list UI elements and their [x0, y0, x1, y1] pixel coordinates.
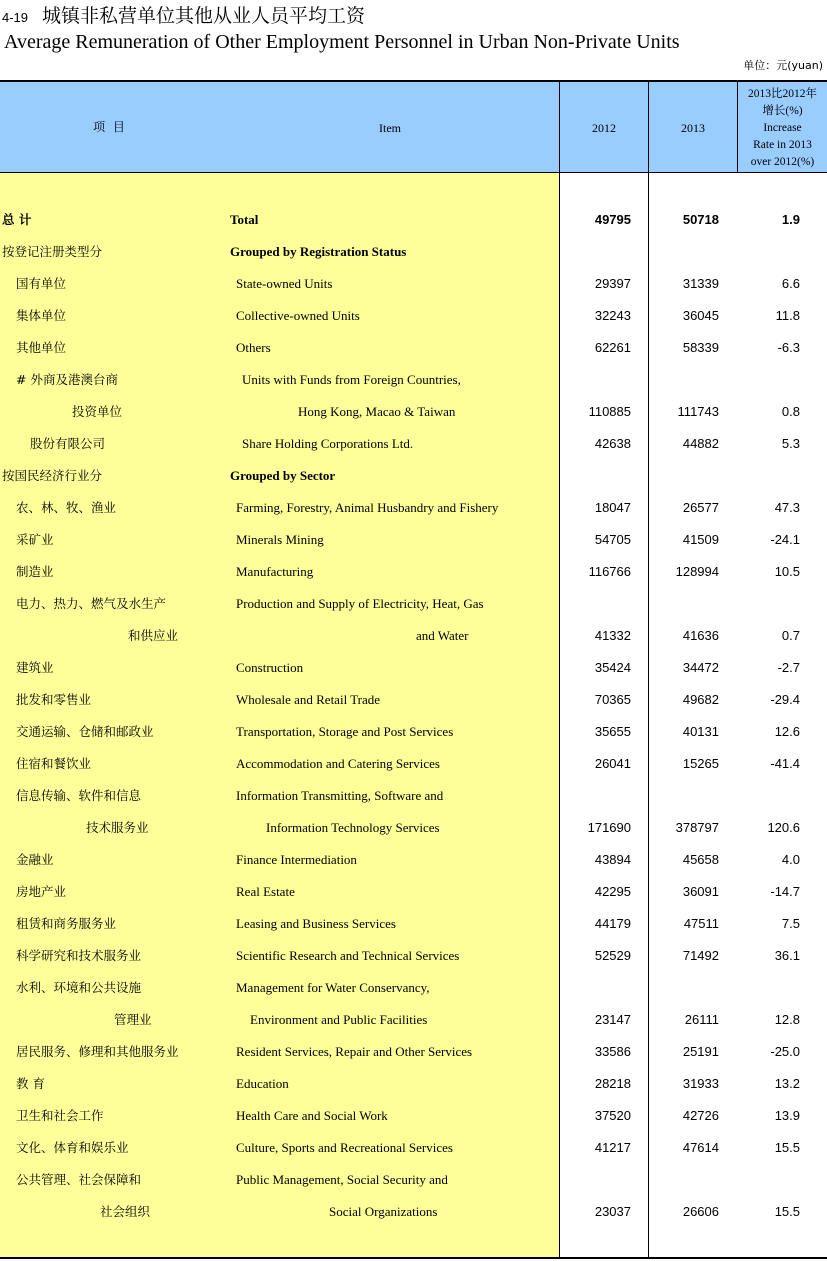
row-label-en: Wholesale and Retail Trade: [236, 692, 381, 707]
cell-increase-rate: -2.7: [777, 660, 800, 675]
row-label-cn: 农、林、牧、渔业: [16, 500, 117, 515]
table-row: [0, 1036, 827, 1068]
table-row: [0, 236, 827, 268]
cell-increase-rate: 6.6: [781, 276, 800, 291]
table-row: [0, 1100, 827, 1132]
row-label-cn: 电力、热力、燃气及水生产: [16, 596, 167, 611]
row-label-cn: 交通运输、仓储和邮政业: [16, 724, 154, 739]
cell-2013: 15265: [682, 756, 719, 771]
table-row: [0, 524, 827, 556]
cell-2012: 42638: [594, 436, 631, 451]
table-title-cn: [2, 4, 365, 30]
cell-2013: 47511: [683, 916, 719, 931]
header-rate-line: over 2012(%): [750, 156, 815, 168]
header-year-2013: 2013: [681, 121, 705, 135]
table-row: [0, 1132, 827, 1164]
row-label-en: Transportation, Storage and Post Services: [236, 724, 454, 739]
cell-2012: 23147: [594, 1012, 631, 1027]
row-label-cn: 社会组织: [100, 1204, 151, 1219]
header-item-en: Item: [379, 121, 401, 135]
table-row: [0, 588, 827, 620]
cell-increase-rate: 5.3: [781, 436, 800, 451]
cell-increase-rate: 11.8: [775, 308, 800, 323]
row-label-en: Units with Funds from Foreign Countries,: [242, 372, 461, 387]
row-label-cn: 管理业: [114, 1012, 152, 1027]
cell-2013: 26606: [682, 1204, 719, 1219]
row-label-cn: 批发和零售业: [16, 692, 92, 707]
row-label-en: Scientific Research and Technical Services: [236, 948, 460, 963]
table-row: [0, 396, 827, 428]
row-label-en: Leasing and Business Services: [236, 916, 396, 931]
row-label-cn: 国有单位: [16, 276, 67, 291]
cell-increase-rate: -25.0: [770, 1044, 800, 1059]
header-item-cn: 项 目: [93, 120, 127, 134]
cell-2013: 44882: [682, 436, 719, 451]
row-label-cn: 水利、环境和公共设施: [16, 980, 142, 995]
table-row: [0, 492, 827, 524]
header-rate-line: Rate in 2013: [753, 139, 812, 151]
cell-increase-rate: 10.5: [774, 564, 800, 579]
row-label-en: Public Management, Social Security and: [236, 1172, 448, 1187]
cell-2012: 26041: [594, 756, 631, 771]
bottom-rule: [0, 1257, 827, 1259]
table-row: [0, 460, 827, 492]
cell-increase-rate: 0.8: [781, 404, 800, 419]
row-label-en: Information Transmitting, Software and: [236, 788, 444, 803]
table-row: [0, 940, 827, 972]
row-label-en: Accommodation and Catering Services: [236, 756, 440, 771]
header-increase-rate: [738, 86, 827, 171]
cell-2012: 44179: [594, 916, 631, 931]
cell-2012: 35424: [594, 660, 631, 675]
header-year-2012: 2012: [592, 121, 616, 135]
cell-increase-rate: 47.3: [774, 500, 800, 515]
row-label-cn: 总 计: [2, 212, 32, 227]
table-row: [0, 1196, 827, 1228]
cell-2012: 35655: [594, 724, 631, 739]
cell-2012: 23037: [594, 1204, 631, 1219]
cell-increase-rate: 15.5: [774, 1140, 800, 1155]
cell-2013: 58339: [682, 340, 719, 355]
row-label-en: Farming, Forestry, Animal Husbandry and Fishery: [236, 500, 499, 515]
row-label-cn: 居民服务、修理和其他服务业: [16, 1044, 179, 1059]
cell-2013: 36045: [682, 308, 719, 323]
table-row: [0, 1068, 827, 1100]
row-label-en: Health Care and Social Work: [236, 1108, 388, 1123]
row-label-en: Finance Intermediation: [236, 852, 357, 867]
row-label-en: Share Holding Corporations Ltd.: [242, 436, 414, 451]
row-label-cn: 集体单位: [16, 308, 67, 323]
row-label-en: Construction: [236, 660, 304, 675]
cell-2012: 70365: [594, 692, 631, 707]
cell-2013: 31933: [682, 1076, 719, 1091]
table-row: [0, 1164, 827, 1196]
cell-2013: 26577: [682, 500, 719, 515]
cell-2013: 40131: [682, 724, 719, 739]
cell-2012: 29397: [594, 276, 631, 291]
row-label-en: Resident Services, Repair and Other Services: [236, 1044, 473, 1059]
table-number: 4-19: [2, 10, 29, 25]
cell-2012: 52529: [594, 948, 631, 963]
cell-2013: 36091: [682, 884, 719, 899]
cell-2013: 50718: [682, 212, 719, 227]
cell-2013: 128994: [675, 564, 719, 579]
row-label-en: Education: [236, 1076, 289, 1091]
row-label-en: Others: [236, 340, 271, 355]
row-label-cn: 租赁和商务服务业: [16, 916, 117, 931]
table-row: [0, 204, 827, 236]
cell-2012: 32243: [594, 308, 631, 323]
cell-2012: 18047: [594, 500, 631, 515]
table-row: [0, 268, 827, 300]
row-label-cn: 信息传输、软件和信息: [16, 788, 142, 803]
row-label-cn: 采矿业: [16, 532, 54, 547]
header-rate-line: 增长(%): [762, 105, 803, 117]
cell-increase-rate: -14.7: [770, 884, 800, 899]
row-label-en: State-owned Units: [236, 276, 333, 291]
row-label-cn: 技术服务业: [86, 820, 149, 835]
cell-2012: 116766: [588, 564, 631, 579]
cell-2013: 47614: [682, 1140, 719, 1155]
row-label-cn: 教 育: [16, 1076, 45, 1091]
cell-increase-rate: 12.6: [774, 724, 800, 739]
row-label-en: Real Estate: [236, 884, 295, 899]
row-label-cn: 投资单位: [72, 404, 123, 419]
row-label-cn: 建筑业: [16, 660, 54, 675]
cell-increase-rate: -6.3: [777, 340, 800, 355]
table-row: [0, 748, 827, 780]
row-label-cn: 其他单位: [16, 340, 67, 355]
cell-2012: 41217: [594, 1140, 631, 1155]
cell-increase-rate: 12.8: [774, 1012, 800, 1027]
row-label-en: Hong Kong, Macao & Taiwan: [298, 404, 456, 419]
cell-2013: 49682: [682, 692, 719, 707]
cell-increase-rate: 15.5: [774, 1204, 800, 1219]
row-label-en: Social Organizations: [329, 1204, 438, 1219]
cell-2012: 33586: [594, 1044, 631, 1059]
cell-increase-rate: -24.1: [770, 532, 800, 547]
cell-2013: 41636: [682, 628, 719, 643]
cell-2012: 28218: [594, 1076, 631, 1091]
table-row: [0, 908, 827, 940]
header-rate-line: Increase: [763, 122, 802, 134]
table-row: [0, 812, 827, 844]
table-row: [0, 332, 827, 364]
cell-2013: 34472: [682, 660, 719, 675]
table-row: [0, 844, 827, 876]
row-label-cn: 房地产业: [16, 884, 67, 899]
row-label-cn: 制造业: [16, 564, 54, 579]
row-label-en: Manufacturing: [236, 564, 314, 579]
row-label-en: Collective-owned Units: [236, 308, 360, 323]
cell-increase-rate: 7.5: [781, 916, 800, 931]
row-label-en: Management for Water Conservancy,: [236, 980, 430, 995]
table-row: [0, 972, 827, 1004]
table-row: [0, 364, 827, 396]
cell-2012: 42295: [594, 884, 631, 899]
row-label-cn: 卫生和社会工作: [16, 1108, 104, 1123]
cell-2013: 378797: [675, 820, 719, 835]
row-label-cn: 和供应业: [128, 628, 179, 643]
table-row: [0, 684, 827, 716]
row-label-en: Environment and Public Facilities: [250, 1012, 428, 1027]
cell-increase-rate: 13.9: [774, 1108, 800, 1123]
row-label-en: and Water: [416, 628, 469, 643]
row-label-en: Information Technology Services: [266, 820, 440, 835]
cell-2012: 110885: [588, 404, 631, 419]
row-label-cn: 金融业: [16, 852, 54, 867]
cell-increase-rate: 120.6: [767, 820, 800, 835]
cell-2012: 171690: [587, 820, 631, 835]
cell-increase-rate: 1.9: [781, 212, 800, 227]
cell-2013: 31339: [682, 276, 719, 291]
cell-increase-rate: 0.7: [781, 628, 800, 643]
table-row: [0, 780, 827, 812]
cell-increase-rate: 4.0: [781, 852, 800, 867]
cell-2013: 41509: [682, 532, 719, 547]
table-row: [0, 876, 827, 908]
row-label-en: Culture, Sports and Recreational Services: [236, 1140, 453, 1155]
row-label-cn: 股份有限公司: [30, 436, 106, 451]
row-label-cn: 按国民经济行业分: [2, 468, 103, 483]
cell-2013: 42726: [682, 1108, 719, 1123]
row-label-cn: 住宿和餐饮业: [16, 756, 92, 771]
table-row: [0, 428, 827, 460]
cell-2013: 26111: [684, 1012, 719, 1027]
unit-label: 单位：元(yuan): [743, 59, 823, 72]
table-row: [0, 716, 827, 748]
cell-2012: 62261: [594, 340, 631, 355]
cell-2012: 41332: [594, 628, 631, 643]
row-label-en: Minerals Mining: [236, 532, 324, 547]
cell-increase-rate: -29.4: [770, 692, 800, 707]
cell-2013: 25191: [682, 1044, 719, 1059]
cell-2013: 71492: [682, 948, 719, 963]
cell-increase-rate: 36.1: [774, 948, 800, 963]
title-cn-text: 城镇非私营单位其他从业人员平均工资: [42, 5, 366, 27]
cell-2012: 37520: [594, 1108, 631, 1123]
cell-2013: 45658: [682, 852, 719, 867]
cell-increase-rate: 13.2: [774, 1076, 800, 1091]
row-label-cn: 科学研究和技术服务业: [16, 948, 142, 963]
table-row: [0, 556, 827, 588]
table-row: [0, 652, 827, 684]
row-label-cn: 公共管理、社会保障和: [16, 1172, 142, 1187]
cell-2013: 111743: [677, 404, 719, 419]
row-label-cn: 按登记注册类型分: [2, 244, 103, 259]
cell-increase-rate: -41.4: [770, 756, 800, 771]
cell-2012: 49795: [594, 212, 631, 227]
cell-2012: 43894: [594, 852, 631, 867]
table-title-en: Average Remuneration of Other Employment Personnel in Urban Non-Private Units: [4, 31, 680, 53]
row-label-en: Production and Supply of Electricity, Heat, Gas: [236, 596, 484, 611]
row-label-en: Grouped by Sector: [230, 468, 336, 483]
table-row: [0, 300, 827, 332]
cell-2012: 54705: [594, 532, 631, 547]
table-row: [0, 1004, 827, 1036]
table-row: [0, 620, 827, 652]
row-label-en: Total: [230, 212, 259, 227]
header-rate-line: 2013比2012年: [748, 88, 817, 100]
row-label-en: Grouped by Registration Status: [230, 244, 407, 259]
row-label-cn: 文化、体育和娱乐业: [16, 1140, 129, 1155]
row-label-cn: # 外商及港澳台商: [16, 372, 118, 387]
